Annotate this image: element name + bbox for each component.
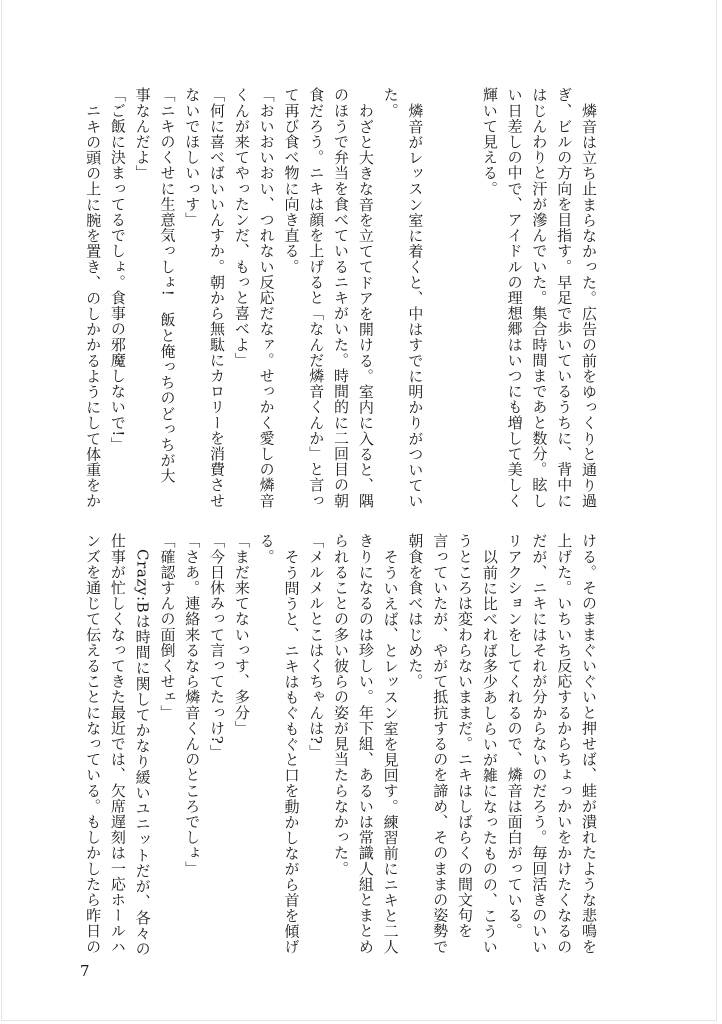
text-line: 言っていたが、やがて抵抗するのを諦め、そのままの姿勢で — [431, 533, 450, 955]
text-line: くんが来てやったンだ、もっと喜べよ」 — [232, 87, 251, 368]
text-line: ンズを通じて伝えることになっている。もしかしたら昨日の — [84, 533, 103, 955]
text-line: はじんわりと汗が滲んでいた。集合時間まであと数分。眩し — [530, 87, 549, 509]
text-line: 「ニキのくせに生意気っしょ! 飯と俺っちのどっちが大 — [158, 87, 177, 484]
upper-text-block — [80, 87, 601, 509]
text-line: ないでほしいっす」 — [183, 87, 202, 228]
text-line: 燐音は立ち止まらなかった。広告の前をゆっくりと通り過 — [580, 102, 598, 509]
text-line: 朝食を食べはじめた。 — [406, 533, 425, 689]
text-line: 燐音がレッスン室に着くと、中はすでに明かりがついてい — [406, 102, 425, 509]
page-number: 7 — [80, 962, 90, 980]
text-line: られることの多い彼らの姿が見当たらなかった。 — [332, 533, 351, 877]
text-line: る。 — [257, 533, 276, 565]
text-line: 「おいおいおい、つれない反応だなァ。せっかく愛しの燐音 — [257, 87, 276, 509]
text-line: 「まだ来てないっす、多分」 — [232, 533, 251, 736]
text-line: 事なんだよ」 — [133, 87, 152, 181]
text-line: そう問うと、ニキはもぐもぐと口を動かしながら首を傾げ — [282, 548, 301, 955]
text-line: 食だろう。ニキは顔を上げると「なんだ燐音くんか」と言っ — [307, 87, 326, 509]
text-line: い日差しの中で、アイドルの理想郷はいつにも増して美しく — [505, 87, 524, 509]
text-line: 「何に喜べばいいんすか。朝から無駄にカロリーを消費させ — [208, 87, 227, 509]
text-line: 輝いて見える。 — [480, 87, 499, 197]
text-line: そういえば、とレッスン室を見回す。練習前にニキと二人 — [381, 548, 400, 955]
text-line: 「さあ。連絡来るなら燐音くんのところでしょ」 — [183, 533, 202, 877]
text-line: ぎ、ビルの方向を目指す。早足で歩いているうちに、背中に — [555, 87, 574, 509]
text-line: きりになるのは珍しい。年下組、あるいは常識人組とまとめ — [356, 533, 375, 955]
text-line: うところは変わらないままだ。ニキはしばらくの間文句を — [456, 533, 475, 939]
text-line: ける。そのままぐいぐいと押せば、蛙が潰れたような悲鳴を — [580, 533, 598, 955]
text-line: 「ご飯に決まってるでしょ。食事の邪魔しないで!」 — [108, 87, 127, 453]
text-line: ニキの頭の上に腕を置き、のしかかるようにして体重をか — [84, 102, 103, 509]
text-line: 以前に比べれば多少あしらいが雑になったものの、こうい — [480, 548, 499, 955]
text-line: のほうで弁当を食べているニキがいた。時間的に二回目の朝 — [332, 87, 351, 509]
text-line: Crazy:Bは時間に関してかなり緩いユニットだが、各々の — [133, 548, 152, 957]
lower-text-block — [80, 533, 601, 957]
text-line: て再び食べ物に向き直る。 — [282, 87, 301, 275]
text-line: 「今日休みって言ってたっけ?」 — [208, 533, 227, 761]
text-line: わざと大きな音を立ててドアを開ける。室内に入ると、隅 — [356, 102, 375, 509]
text-line: 「確認すんの面倒くせェ」 — [158, 533, 177, 721]
scene-break — [427, 87, 477, 97]
text-line: 上げた。いちいち反応するからちょっかいをかけたくなるの — [555, 533, 574, 955]
text-line: だが、ニキにはそれが分からないのだろう。毎回活きのいい — [530, 533, 549, 955]
text-line: 「メルメルとこはくちゃんは?」 — [307, 533, 326, 761]
text-line: 仕事が忙しくなってきた最近では、欠席遅刻は一応ホールハ — [108, 533, 127, 955]
text-line: リアクションをしてくれるので、燐音は面白がっている。 — [505, 533, 524, 939]
text-line: た。 — [381, 87, 400, 119]
